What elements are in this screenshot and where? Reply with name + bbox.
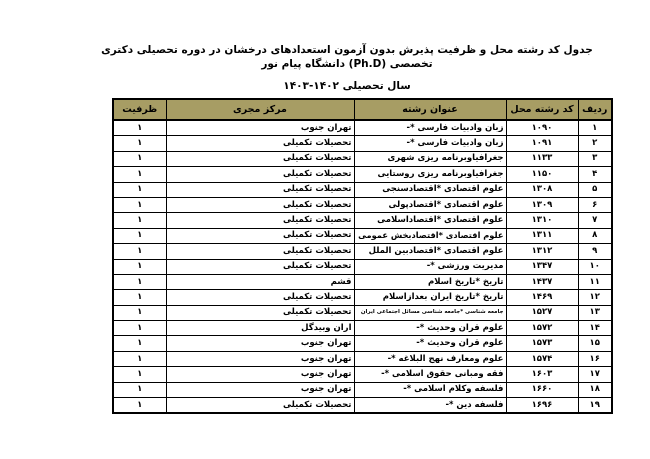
cell-capacity: ۱ [113, 213, 166, 228]
title-line-1: جدول کد رشته محل و ظرفیت پذیرش بدون آزمون استعدادهای درخشان در دوره تحصیلی دکتری تخصصی (Ph.D) دانشگاه پیام نور [101, 44, 593, 70]
cell-executing-center: تهران جنوب [166, 367, 354, 382]
cell-executing-center: تحصیلات تکمیلی [166, 167, 354, 182]
cell-field-title: جغرافیاوبرنامه ریزی روستایی [354, 167, 506, 182]
cell-capacity: ۱ [113, 367, 166, 382]
cell-capacity: ۱ [113, 382, 166, 397]
table-row [113, 290, 612, 305]
cell-field-title: علوم اقتصادی *اقتصادسنجی [354, 182, 506, 197]
cell-program-code: ۱۳۱۲ [506, 244, 578, 259]
cell-program-code: ۱۰۹۰ [506, 120, 578, 136]
cell-row-number: ۱۷ [578, 367, 612, 382]
cell-capacity: ۱ [113, 167, 166, 182]
cell-capacity: ۱ [113, 321, 166, 336]
cell-row-number: ۱۸ [578, 382, 612, 397]
table-body [113, 120, 612, 413]
cell-capacity: ۱ [113, 290, 166, 305]
cell-field-title: فقه ومبانی حقوق اسلامی *- [354, 367, 506, 382]
cell-capacity: ۱ [113, 351, 166, 366]
cell-executing-center: تحصیلات تکمیلی [166, 305, 354, 320]
cell-row-number: ۱۴ [578, 321, 612, 336]
cell-capacity: ۱ [113, 398, 166, 414]
cell-row-number: ۴ [578, 167, 612, 182]
cell-executing-center: تهران جنوب [166, 336, 354, 351]
cell-program-code: ۱۵۷۳ [506, 336, 578, 351]
table-row [113, 351, 612, 366]
cell-field-title: فلسفه وکلام اسلامی *- [354, 382, 506, 397]
cell-field-title: جغرافیاوبرنامه ریزی شهری [354, 151, 506, 166]
cell-row-number: ۱۶ [578, 351, 612, 366]
cell-row-number: ۶ [578, 197, 612, 212]
cell-row-number: ۱۱ [578, 274, 612, 289]
cell-row-number: ۱۹ [578, 398, 612, 414]
cell-executing-center: تحصیلات تکمیلی [166, 197, 354, 212]
cell-row-number: ۵ [578, 182, 612, 197]
cell-row-number: ۲ [578, 136, 612, 151]
document-title [84, 43, 610, 93]
table-row [113, 398, 612, 414]
table-row [113, 305, 612, 320]
cell-program-code: ۱۳۴۷ [506, 259, 578, 274]
cell-field-title: تاریخ *تاریخ ایران بعدازاسلام [354, 290, 506, 305]
cell-executing-center: تحصیلات تکمیلی [166, 244, 354, 259]
cell-row-number: ۹ [578, 244, 612, 259]
header-program-code: کد رشته محل [506, 99, 578, 120]
table-row [113, 120, 612, 136]
cell-program-code: ۱۵۷۴ [506, 351, 578, 366]
cell-row-number: ۱۰ [578, 259, 612, 274]
cell-row-number: ۷ [578, 213, 612, 228]
cell-capacity: ۱ [113, 336, 166, 351]
cell-row-number: ۱۵ [578, 336, 612, 351]
cell-executing-center: تهران جنوب [166, 351, 354, 366]
cell-field-title: زبان وادبیات فارسی *- [354, 120, 506, 136]
cell-capacity: ۱ [113, 228, 166, 243]
cell-program-code: ۱۳۰۹ [506, 197, 578, 212]
cell-field-title: علوم اقتصادی *اقتصاداسلامی [354, 213, 506, 228]
cell-capacity: ۱ [113, 259, 166, 274]
header-capacity: ظرفیت [113, 99, 166, 120]
cell-field-title: علوم ومعارف نهج البلاغه *- [354, 351, 506, 366]
table-row [113, 136, 612, 151]
table-row [113, 244, 612, 259]
cell-executing-center: تحصیلات تکمیلی [166, 290, 354, 305]
cell-capacity: ۱ [113, 274, 166, 289]
cell-capacity: ۱ [113, 136, 166, 151]
cell-program-code: ۱۳۱۰ [506, 213, 578, 228]
cell-row-number: ۱ [578, 120, 612, 136]
cell-field-title: جامعه شناسی *جامعه شناسی مسائل اجتماعی ایران [354, 305, 506, 320]
table-row [113, 182, 612, 197]
header-executing-center: مرکز مجری [166, 99, 354, 120]
cell-field-title: علوم اقتصادی *اقتصادپولی [354, 197, 506, 212]
cell-capacity: ۱ [113, 305, 166, 320]
cell-program-code: ۱۵۲۷ [506, 305, 578, 320]
title-line-2: سال تحصیلی ۱۴۰۲-۱۴۰۳ [283, 80, 411, 92]
header-row [113, 99, 612, 120]
cell-capacity: ۱ [113, 120, 166, 136]
table-row [113, 151, 612, 166]
cell-row-number: ۱۲ [578, 290, 612, 305]
cell-capacity: ۱ [113, 182, 166, 197]
cell-executing-center: تحصیلات تکمیلی [166, 259, 354, 274]
cell-field-title: علوم قران وحدیث *- [354, 336, 506, 351]
cell-program-code: ۱۶۰۳ [506, 367, 578, 382]
cell-executing-center: اران وبیدگل [166, 321, 354, 336]
cell-field-title: علوم قران وحدیث *- [354, 321, 506, 336]
cell-field-title: علوم اقتصادی *اقتصادبین الملل [354, 244, 506, 259]
cell-row-number: ۱۳ [578, 305, 612, 320]
header-field-title: عنوان رشته [354, 99, 506, 120]
cell-executing-center: تحصیلات تکمیلی [166, 213, 354, 228]
cell-field-title: فلسفه دین *- [354, 398, 506, 414]
cell-program-code: ۱۳۱۱ [506, 228, 578, 243]
table-row [113, 228, 612, 243]
header-row-number: ردیف [578, 99, 612, 120]
table-row [113, 367, 612, 382]
cell-executing-center: تحصیلات تکمیلی [166, 151, 354, 166]
cell-program-code: ۱۴۶۹ [506, 290, 578, 305]
cell-field-title: مدیریت ورزشی *- [354, 259, 506, 274]
cell-executing-center: تحصیلات تکمیلی [166, 182, 354, 197]
cell-executing-center: تهران جنوب [166, 120, 354, 136]
table-row [113, 197, 612, 212]
cell-program-code: ۱۵۷۲ [506, 321, 578, 336]
table-row [113, 321, 612, 336]
table-row [113, 259, 612, 274]
cell-program-code: ۱۰۹۱ [506, 136, 578, 151]
cell-program-code: ۱۶۶۰ [506, 382, 578, 397]
cell-program-code: ۱۴۳۷ [506, 274, 578, 289]
program-table [112, 98, 613, 414]
cell-program-code: ۱۱۵۰ [506, 167, 578, 182]
cell-executing-center: تحصیلات تکمیلی [166, 228, 354, 243]
cell-executing-center: قشم [166, 274, 354, 289]
cell-field-title: زبان وادبیات فارسی *- [354, 136, 506, 151]
cell-executing-center: تهران جنوب [166, 382, 354, 397]
table-row [113, 213, 612, 228]
cell-program-code: ۱۶۹۶ [506, 398, 578, 414]
cell-capacity: ۱ [113, 151, 166, 166]
cell-program-code: ۱۳۰۸ [506, 182, 578, 197]
cell-capacity: ۱ [113, 197, 166, 212]
cell-row-number: ۳ [578, 151, 612, 166]
cell-field-title: تاریخ *تاریخ اسلام [354, 274, 506, 289]
cell-executing-center: تحصیلات تکمیلی [166, 136, 354, 151]
table-row [113, 382, 612, 397]
table-row [113, 336, 612, 351]
cell-capacity: ۱ [113, 244, 166, 259]
cell-row-number: ۸ [578, 228, 612, 243]
table-row [113, 274, 612, 289]
cell-field-title: علوم اقتصادی *اقتصادبخش عمومی [354, 228, 506, 243]
table-row [113, 167, 612, 182]
cell-program-code: ۱۱۳۳ [506, 151, 578, 166]
cell-executing-center: تحصیلات تکمیلی [166, 398, 354, 414]
